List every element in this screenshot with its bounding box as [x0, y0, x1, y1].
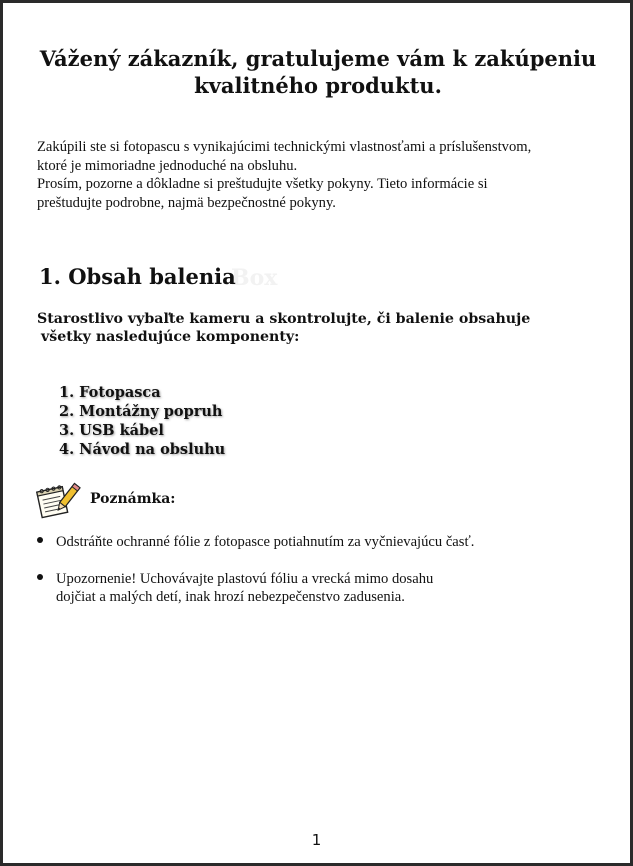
page-number: 1	[311, 831, 322, 849]
note-label: Poznámka:	[90, 491, 176, 507]
unpack-instruction	[37, 310, 557, 346]
page-title: Vážený zákazník, gratulujeme vám k zakúpeniu kvalitného produktu.	[39, 46, 597, 98]
intro-line: Zakúpili ste si fotopascu s vynikajúcimi technickými vlastnosťami a príslušenstvom,	[37, 139, 532, 155]
intro-line: ktoré je mimoriadne jednoduché na obsluhu.	[37, 157, 298, 174]
bullet-text: Odstráňte ochranné fólie z fotopasce potiahnutím za vyčnievajúcu časť.	[56, 534, 475, 550]
list-item: 2. Montážny popruh	[59, 403, 223, 420]
intro-line: Prosím, pozorne a dôkladne si preštudujte všetky pokyny. Tieto informácie si	[37, 176, 488, 192]
list-item	[37, 570, 597, 606]
list-item: 1. Fotopasca	[59, 384, 161, 401]
notepad-pencil-icon	[35, 481, 81, 519]
section-heading: 1. Obsah balenia	[39, 264, 236, 289]
faded-background-text: Box	[231, 265, 278, 291]
bullet-icon	[37, 574, 43, 580]
package-contents-list	[59, 383, 225, 459]
intro-paragraph	[37, 138, 607, 212]
bullet-icon	[37, 537, 43, 543]
list-item	[37, 533, 597, 551]
bullet-text: dojčiat a malých detí, inak hrozí nebezpečenstvo zadusenia.	[56, 589, 405, 605]
bullet-text: Upozornenie! Uchovávajte plastovú fóliu a vrecká mimo dosahu	[56, 571, 434, 587]
note-bullet-list	[37, 533, 597, 606]
unpack-instruction-line: Starostlivo vybaľte kameru a skontrolujte, či balenie obsahuje	[37, 311, 531, 327]
intro-line: preštudujte podrobne, najmä bezpečnostné pokyny.	[37, 194, 336, 211]
list-item: 4. Návod na obsluhu	[59, 441, 226, 458]
list-item: 3. USB kábel	[59, 422, 164, 439]
unpack-instruction-line: všetky nasledujúce komponenty:	[41, 329, 300, 345]
